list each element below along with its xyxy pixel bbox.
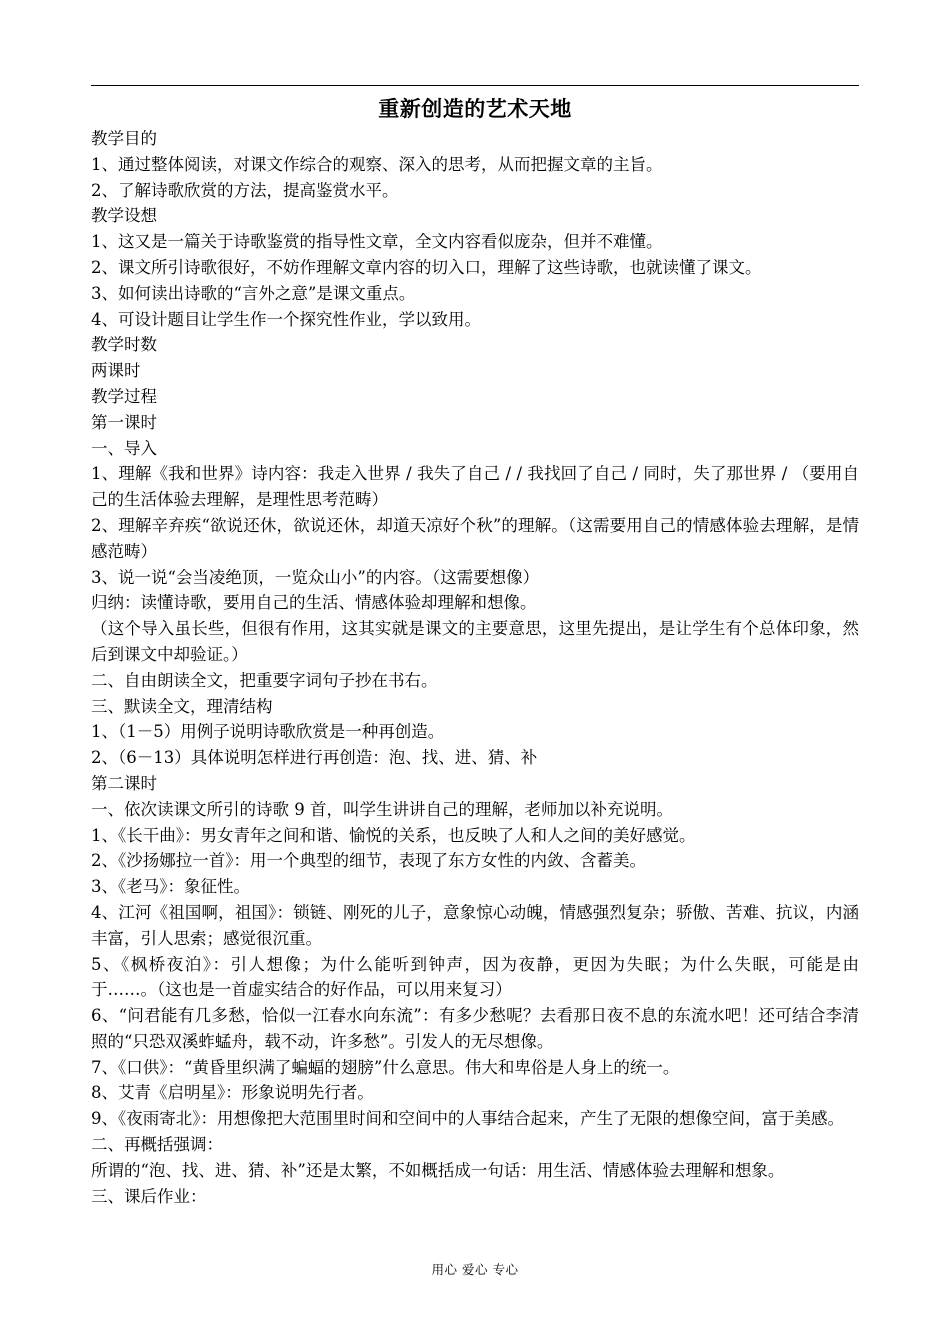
paragraph: 两课时 [91,361,141,381]
paragraph: 3、如何读出诗歌的“言外之意”是课文重点。 [91,283,416,303]
paragraph: 4、可设计题目让学生作一个探究性作业，学以致用。 [91,309,481,329]
paragraph: （这个导入虽长些，但很有作用，这其实就是课文的主要意思，这里先提出，是让学生有个总体印象，然后到课文中却验证。） [91,619,859,664]
paragraph: 2、理解辛弃疾“欲说还休，欲说还休，却道天凉好个秋”的理解。（这需要用自己的情感体验去理解，是情感范畴） [91,515,859,561]
paragraph: 2、课文所引诗歌很好，不妨作理解文章内容的切入口，理解了这些诗歌，也就读懂了课文。 [91,257,762,277]
paragraph: 1、这又是一篇关于诗歌鉴赏的指导性文章，全文内容看似庞杂，但并不难懂。 [91,232,663,252]
page-footer: 用心 爱心 专心 [431,1262,519,1277]
paragraph: 教学时数 [91,335,157,355]
paragraph: 一、导入 [91,438,157,458]
paragraph: 8、艾青《启明星》：形象说明先行者。 [91,1083,374,1103]
paragraph: 二、再概括强调： [91,1135,223,1155]
paragraph: 第一课时 [91,412,157,432]
paragraph: 7、《口供》：“黄昏里织满了蝙蝠的翅膀”什么意思。伟大和卑俗是人身上的统一。 [91,1057,680,1077]
header-rule [91,85,859,86]
paragraph: 1、《长干曲》：男女青年之间和谐、愉悦的关系，也反映了人和人之间的美好感觉。 [91,825,696,845]
paragraph: 所谓的“泡、找、进、猜、补”还是太繁，不如概括成一句话：用生活、情感体验去理解和想象。 [91,1160,785,1180]
paragraph: 教学目的 [91,129,157,148]
paragraph: 一、依次读课文所引的诗歌 9 首，叫学生讲讲自己的理解，老师加以补充说明。 [91,799,673,819]
document-title: 重新创造的艺术天地 [378,97,572,121]
paragraph: 三、默读全文，理清结构 [91,696,273,716]
paragraph: 2、（6－13）具体说明怎样进行再创造：泡、找、进、猜、补 [91,748,538,768]
paragraph: 1、（1－5）用例子说明诗歌欣赏是一种再创造。 [91,722,445,742]
paragraph: 三、课后作业： [91,1186,207,1206]
paragraph: 第二课时 [91,773,157,793]
paragraph: 二、自由朗读全文，把重要字词句子抄在书右。 [91,670,438,690]
paragraph: 5、《枫桥夜泊》：引人想像；为什么能听到钟声，因为夜静，更因为失眠；为什么失眠，可能是由于……。（这也是一首虚实结合的好作品，可以用来复习） [91,954,859,1000]
document-body [91,126,859,1209]
paragraph: 4、江河《祖国啊，祖国》：锁链、刚死的儿子，意象惊心动魄，情感强烈复杂；骄傲、苦难、抗议，内涵丰富，引人思索；感觉很沉重。 [91,902,859,948]
paragraph: 9、《夜雨寄北》：用想像把大范围里时间和空间中的人事结合起来，产生了无限的想像空间，富于美感。 [91,1109,844,1129]
paragraph: 教学过程 [91,386,157,406]
paragraph: 归纳：读懂诗歌，要用自己的生活、情感体验却理解和想像。 [91,593,537,613]
paragraph: 2、了解诗歌欣赏的方法，提高鉴赏水平。 [91,180,399,200]
paragraph: 教学设想 [91,206,157,226]
paragraph: 3、说一说“会当凌绝顶，一览众山小”的内容。（这需要想像） [91,567,540,587]
paragraph: 1、理解《我和世界》诗内容：我走入世界 / 我失了自己 / / 我找回了自己 / 同时，失了那世界 / （要用自己的生活体验去理解，是理性思考范畴） [91,464,859,510]
paragraph: 3、《老马》：象征性。 [91,877,250,897]
paragraph: 2、《沙扬娜拉一首》：用一个典型的细节，表现了东方女性的内敛、含蓄美。 [91,851,646,871]
paragraph: 6、“问君能有几多愁，恰似一江春水向东流”：有多少愁呢？去看那日夜不息的东流水吧！还可结合李清照的“只恐双溪蚱蜢舟，载不动，许多愁”。引发人的无尽想像。 [91,1006,859,1051]
paragraph: 1、通过整体阅读，对课文作综合的观察、深入的思考，从而把握文章的主旨。 [91,154,663,174]
